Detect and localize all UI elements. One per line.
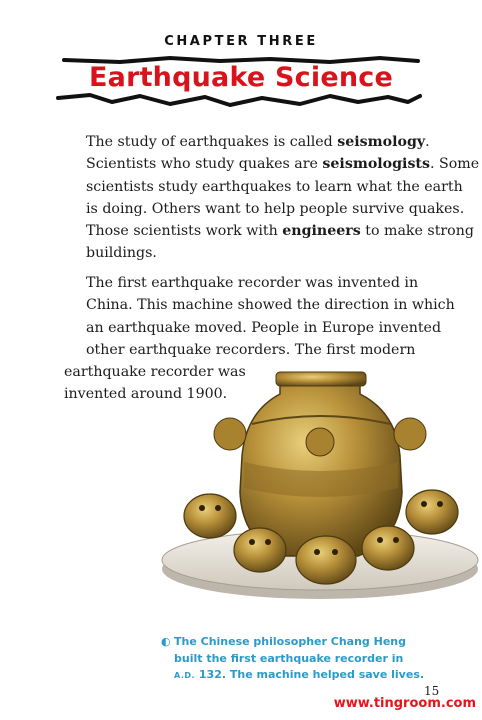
text-line: The study of earthquakes is called seismology. bbox=[86, 134, 430, 150]
text-line: The first earthquake recorder was invented in bbox=[86, 275, 419, 291]
page-number: 15 bbox=[424, 684, 440, 698]
seismograph-image bbox=[160, 364, 482, 614]
text-line: invented around 1900. bbox=[64, 386, 228, 403]
text-line: China. This machine showed the direction in which bbox=[86, 297, 455, 314]
text-line: is doing. Others want to help people survive quakes. bbox=[86, 200, 465, 217]
title-banner bbox=[0, 52, 482, 114]
text-line: earthquake recorder was bbox=[64, 364, 246, 381]
watermark-text: www.tingroom.com bbox=[333, 696, 476, 711]
term-engineers: engineers bbox=[282, 223, 361, 240]
caption-line: A.D. 132. The machine helped save lives. bbox=[174, 668, 425, 681]
figure-caption bbox=[161, 634, 431, 685]
text-line: buildings. bbox=[86, 245, 157, 262]
caption-line: built the first earthquake recorder in bbox=[174, 651, 404, 665]
chapter-label: CHAPTER THREE bbox=[164, 34, 318, 49]
text-line: an earthquake moved. People in Europe invented bbox=[86, 319, 442, 336]
term-seismologists: seismologists bbox=[322, 156, 430, 173]
text-line: Scientists who study quakes are seismologists. Some bbox=[86, 156, 480, 173]
text-line: scientists study earthquakes to learn what the earth bbox=[86, 178, 463, 195]
text-line: other earthquake recorders. The first modern bbox=[86, 341, 416, 358]
chapter-title: Earthquake Science bbox=[89, 62, 393, 93]
camera-icon: ◐ bbox=[161, 635, 171, 648]
paragraph-seismology bbox=[64, 131, 480, 265]
caption-line: ◐ The Chinese philosopher Chang Heng bbox=[161, 634, 431, 651]
term-seismology: seismology bbox=[337, 134, 426, 150]
text-line: Those scientists work with engineers to make strong bbox=[86, 223, 474, 240]
